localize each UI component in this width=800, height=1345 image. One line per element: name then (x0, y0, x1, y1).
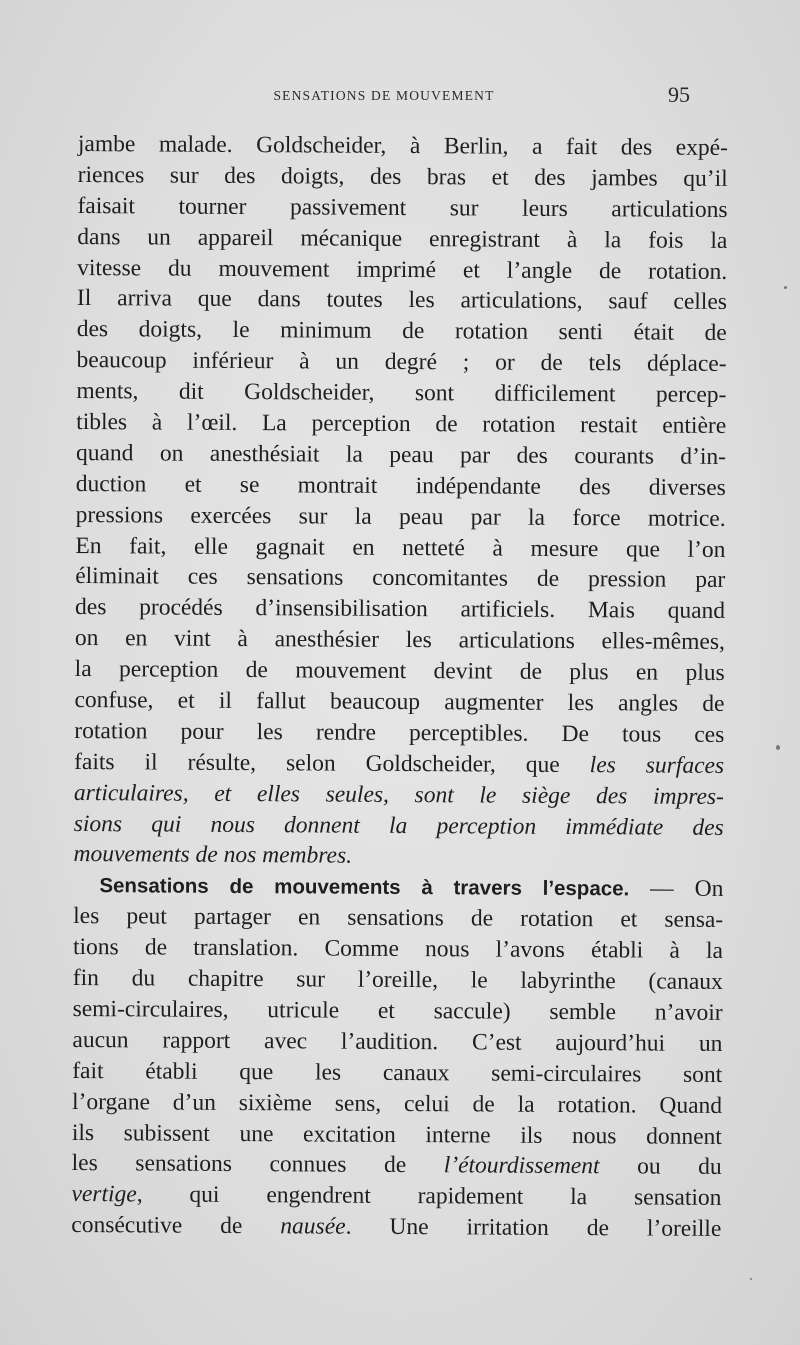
text-line (74, 685, 724, 720)
italic-text: nausée (280, 1213, 346, 1240)
text-line (76, 500, 726, 535)
text-line (73, 932, 723, 967)
text-span: , qui engendrent rapidement la sensation (136, 1181, 722, 1212)
text-span: des doigts, le minimum de rotation senti était de (76, 316, 727, 347)
italic-text: sions qui nous donnent la perception immédiate des (73, 810, 724, 841)
text-span: pressions exercées sur la peau par la force motrice. (75, 501, 726, 532)
italic-text: articulaires, et elles seules, sont le siège des impres- (73, 779, 725, 810)
running-head (78, 82, 690, 110)
text-span: vitesse du mouvement imprimé et l’angle de rotation. (77, 254, 728, 285)
text-line (75, 623, 725, 658)
text-line (76, 376, 726, 411)
text-span: — On (629, 875, 724, 903)
text-line (72, 1148, 722, 1183)
text-line (73, 901, 723, 936)
text-line (73, 963, 723, 998)
text-span: tions de translation. Comme nous l’avons établi à la (72, 934, 724, 965)
text-span: on en vint à anesthésier les articulations elles-mêmes, (74, 625, 725, 656)
text-span: riences sur des doigts, des bras et des jambes qu’il (77, 161, 728, 192)
text-line (76, 407, 726, 442)
text-line (73, 994, 723, 1029)
text-span: fait établi que les canaux semi-circulaires sont (72, 1057, 723, 1088)
text-span: fin du chapitre sur l’oreille, le labyrinthe (canaux (72, 965, 723, 996)
text-span: confuse, et il fallut beaucoup augmenter les angles de (74, 687, 725, 717)
text-span: En fait, elle gagnait en netteté à mesure que l’on (75, 532, 726, 563)
running-title: SENSATIONS DE MOUVEMENT (273, 88, 495, 103)
text-line (76, 469, 726, 504)
text-line (76, 345, 726, 380)
text-span: faisait tourner passivement sur leurs articulations (77, 192, 728, 223)
text-line (77, 191, 727, 226)
text-line (71, 1210, 721, 1245)
text-line (71, 1179, 721, 1214)
text-span: aucun rapport avec l’audition. C’est aujourd’hui un (72, 1026, 723, 1057)
text-span: ments, dit Goldscheider, sont difficilement percep- (76, 378, 727, 409)
text-line (72, 1087, 722, 1122)
italic-text: mouvements de nos membres. (73, 841, 353, 870)
text-span: beaucoup inférieur à un degré ; or de tels déplace- (76, 347, 727, 378)
text-line (77, 253, 727, 288)
text-line (78, 160, 728, 195)
text-line (74, 716, 724, 751)
text-span: semi-circulaires, utricule et saccule) semble n’avoir (72, 995, 723, 1026)
text-line (72, 1025, 722, 1060)
text-line (77, 222, 727, 257)
page-number: 95 (668, 82, 690, 107)
text-line (74, 778, 724, 813)
text-span: faits il résulte, selon Goldscheider, que (74, 748, 590, 778)
text-line (75, 592, 725, 627)
text-span: duction et se montrait indépendante des diverses (75, 470, 726, 501)
text-span: les sensations connues de (71, 1150, 444, 1179)
text-span: éliminait ces sensations concomitantes de pression par (75, 563, 726, 594)
text-line (72, 1056, 722, 1091)
text-span: les peut partager en sensations de rotation et sensa- (73, 903, 724, 934)
text-span: . Une irritation de l’oreille (345, 1213, 722, 1243)
section-heading: Sensations de mouvements à travers l’espace. (99, 874, 630, 901)
text-span: la perception de mouvement devint de plus en plus (74, 656, 725, 687)
text-line (77, 314, 727, 349)
italic-text: l’étourdissement (443, 1152, 600, 1180)
italic-text: vertige (71, 1181, 137, 1208)
italic-text: les surfaces (589, 751, 725, 779)
text-span: ils subissent une excitation interne ils nous donnent (71, 1119, 722, 1150)
text-span: des procédés d’insensibilisation artificiels. Mais quand (74, 594, 726, 625)
text-span: tibles à l’œil. La perception de rotation restait entière (76, 409, 727, 439)
body-text (71, 129, 728, 1245)
text-line (75, 654, 725, 689)
text-line (77, 283, 727, 318)
text-line (78, 129, 728, 164)
text-span: Il arriva que dans toutes les articulations, sauf celles (76, 285, 728, 316)
paper-speck (776, 745, 780, 750)
text-line (74, 747, 724, 782)
text-line (76, 438, 726, 473)
paper-speck (750, 1278, 752, 1280)
paper-speck (784, 286, 787, 289)
text-line (75, 531, 725, 566)
text-span: consécutive de (71, 1212, 281, 1240)
text-line (74, 809, 724, 844)
text-span: dans un appareil mécanique enregistrant à la fois la (77, 223, 728, 254)
text-line (72, 1117, 722, 1152)
text-span: rotation pour les rendre perceptibles. De tous ces (74, 717, 725, 748)
text-span: l’organe d’un sixième sens, celui de la rotation. Quand (71, 1088, 723, 1119)
text-span: ou du (599, 1153, 722, 1181)
text-line (73, 839, 723, 874)
text-line (75, 561, 725, 596)
text-span: quand on anesthésiait la peau par des courants d’in- (75, 439, 727, 470)
text-span: jambe malade. Goldscheider, à Berlin, a fait des expé- (77, 130, 728, 161)
text-line (73, 870, 723, 905)
